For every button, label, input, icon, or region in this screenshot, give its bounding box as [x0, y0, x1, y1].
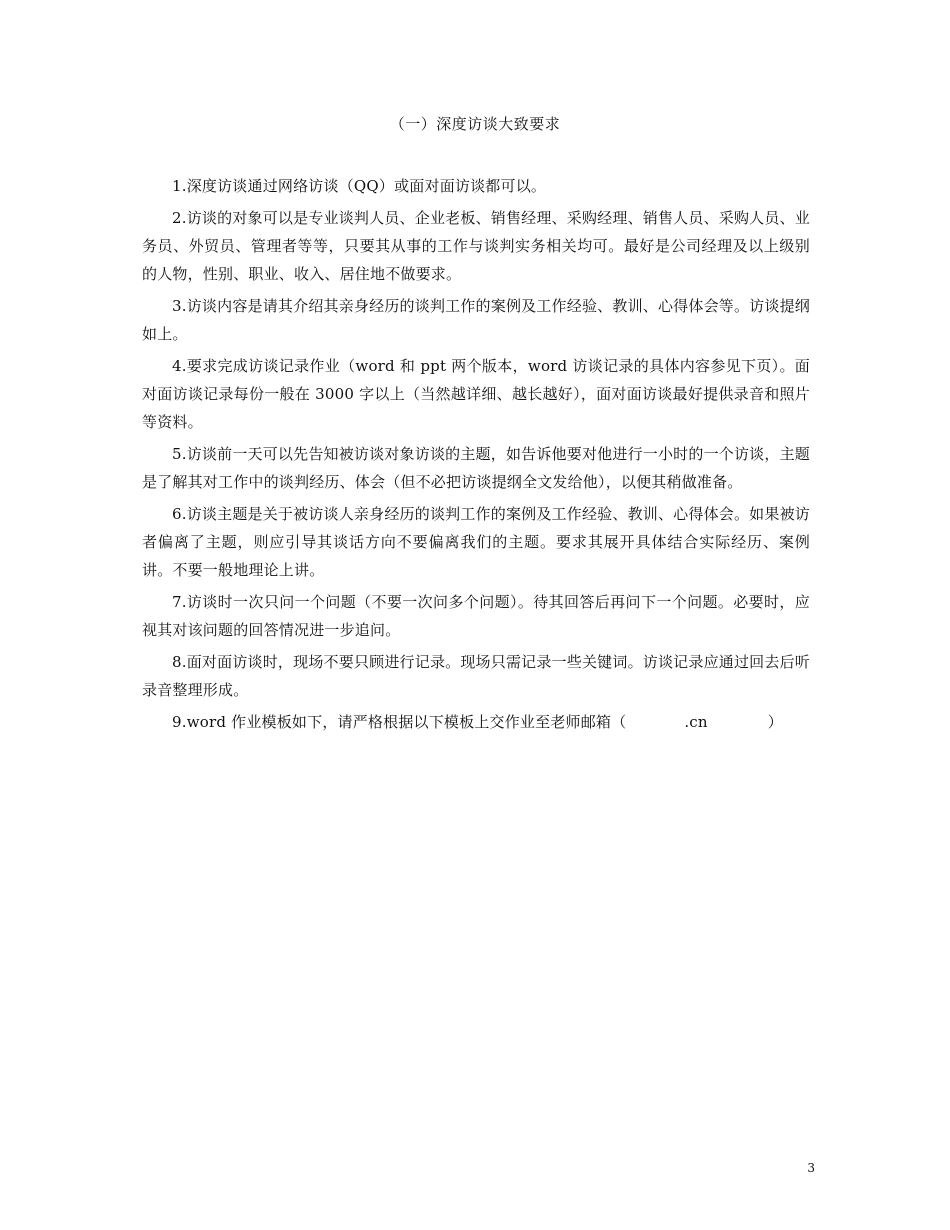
paragraph-7: 7.访谈时一次只问一个问题（不要一次问多个问题）。待其回答后再问下一个问题。必要时，应视其对该问题的回答情况进一步追问。	[142, 593, 810, 639]
document-body	[142, 172, 810, 740]
paragraph-6: 6.访谈主题是关于被访谈人亲身经历的谈判工作的案例及工作经验、教训、心得体会。如果被访者偏离了主题，则应引导其谈话方向不要偏离我们的主题。要求其展开具体结合实际经历、案例讲。不要一般地理论上讲。	[142, 505, 810, 579]
closing-parenthesis: ）	[767, 713, 783, 731]
email-domain-suffix: .cn	[684, 713, 708, 731]
paragraph-9-text: 9.word 作业模板如下，请严格根据以下模板上交作业至老师邮箱（	[172, 713, 627, 731]
paragraph-5: 5.访谈前一天可以先告知被访谈对象访谈的主题，如告诉他要对他进行一小时的一个访谈，主题是了解其对工作中的谈判经历、体会（但不必把访谈提纲全文发给他），以便其稍做准备。	[142, 445, 810, 491]
paragraph-8: 8.面对面访谈时，现场不要只顾进行记录。现场只需记录一些关键词。访谈记录应通过回去后听录音整理形成。	[142, 653, 810, 699]
page-number: 3	[807, 1161, 815, 1175]
paragraph-4: 4.要求完成访谈记录作业（word 和 ppt 两个版本，word 访谈记录的具体内容参见下页）。面对面访谈记录每份一般在 3000 字以上（当然越详细、越长越好），面对面访谈最好提供录音和照片等资料。	[142, 357, 810, 431]
paragraph-1: 1.深度访谈通过网络访谈（QQ）或面对面访谈都可以。	[172, 177, 547, 195]
paragraph-2: 2.访谈的对象可以是专业谈判人员、企业老板、销售经理、采购经理、销售人员、采购人员、业务员、外贸员、管理者等等，只要其从事的工作与谈判实务相关均可。最好是公司经理及以上级别的人物，性别、职业、收入、居住地不做要求。	[142, 209, 810, 283]
paragraph-3: 3.访谈内容是请其介绍其亲身经历的谈判工作的案例及工作经验、教训、心得体会等。访谈提纲如上。	[142, 297, 810, 343]
section-title: （一）深度访谈大致要求	[389, 115, 561, 133]
paragraph-9	[142, 708, 810, 736]
